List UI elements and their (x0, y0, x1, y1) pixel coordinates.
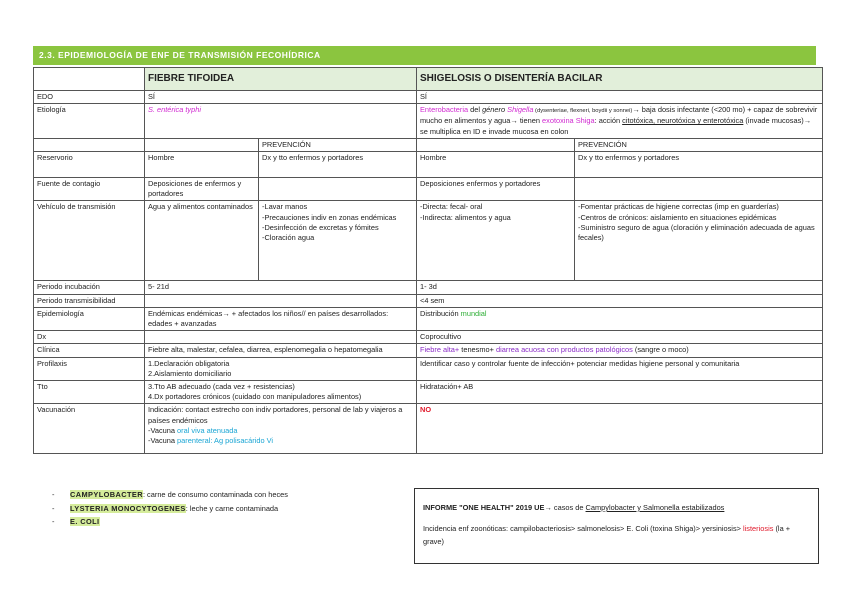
row-label: Reservorio (34, 152, 145, 178)
cell-shigelosis: SÍ (417, 91, 823, 104)
cell-tifoidea (145, 404, 417, 454)
text-indicacion: Indicación: contact estrecho con indiv portadores, personal de lab y viajeros a países endémicos (148, 405, 403, 425)
informe-title-main: INFORME "ONE HEALTH" 2019 UE (423, 503, 545, 512)
text-segment: -Vacuna (148, 425, 178, 435)
text-segment: tenesmo+ (459, 345, 497, 355)
list-item: -Indirecta: alimentos y agua (420, 212, 511, 222)
list-item: -Directa: fecal- oral (420, 202, 483, 212)
text-shigella: Shigella (507, 105, 534, 115)
text-segment: género (482, 105, 508, 115)
cell-shigelosis (417, 307, 823, 330)
cell-tifoidea-prevencion (259, 201, 417, 281)
pathogen-name: CAMPYLOBACTER (70, 490, 143, 499)
cell-tifoidea (145, 294, 417, 307)
table-row-prevencion-header (34, 138, 823, 151)
empty-cell (575, 178, 823, 201)
table-row-reservorio (34, 152, 823, 178)
row-label: Dx (34, 331, 145, 344)
row-label: Tto (34, 381, 145, 404)
cell-shigelosis (417, 344, 823, 357)
row-label: EDO (34, 91, 145, 104)
text-segment: del (468, 105, 483, 115)
table-row-etiologia (34, 104, 823, 139)
cell-tifoidea: Fiebre alta, malestar, cefalea, diarrea, esplenomegalia o hepatomegalia (145, 344, 417, 357)
cell-tifoidea (145, 331, 417, 344)
row-label: Etiología (34, 104, 145, 139)
table-row-epidemiologia (34, 307, 823, 330)
cell-shigelosis (417, 404, 823, 454)
cell-shigelosis: Hidratación+ AB (417, 381, 823, 404)
section-title: 2.3. EPIDEMIOLOGÍA DE ENF DE TRANSMISIÓN FECOHÍDRICA (33, 46, 816, 65)
text-diarrea: diarrea acuosa con productos patológicos (496, 345, 633, 355)
text-segment: Distribución (420, 308, 461, 318)
table-row-incubacion (34, 281, 823, 294)
text-action: citotóxica, neurotóxica y enterotóxica (622, 116, 744, 126)
row-label: Periodo incubación (34, 281, 145, 294)
cell-shigelosis: 1- 3d (417, 281, 823, 294)
cell-shigelosis-prevencion (575, 201, 823, 281)
cell-shigelosis: Coprocultivo (417, 331, 823, 344)
text-segment: : acción (594, 116, 623, 126)
pathogen-desc: : leche y carne contaminada (185, 503, 279, 513)
list-item: -Lavar manos (262, 202, 308, 212)
cell-tifoidea: Hombre (145, 152, 259, 178)
text-segment: Incidencia enf zoonóticas: campilobacteriosis> salmonelosis> E. Coli (toxina Shiga)> yersiniosis> (423, 524, 744, 533)
table-row-edo (34, 91, 823, 104)
empty-cell (417, 138, 575, 151)
cell-tifoidea: SÍ (145, 91, 417, 104)
cell-tifoidea-prevencion: Dx y tto enfermos y portadores (259, 152, 417, 178)
list-item (52, 515, 382, 529)
list-item: 2.Aislamiento domiciliario (148, 368, 232, 378)
list-item (148, 436, 413, 446)
table-row-tto (34, 381, 823, 404)
table-row-transmisibilidad (34, 294, 823, 307)
list-item: -Desinfección de excretas y fómites (262, 222, 379, 232)
row-label: Fuente de contagio (34, 178, 145, 201)
cell-tifoidea: Deposiciones de enfermos y portadores (145, 178, 259, 201)
table-row-dx (34, 331, 823, 344)
informe-title (423, 501, 810, 514)
cell-shigelosis: Hombre (417, 152, 575, 178)
row-label: Epidemiología (34, 307, 145, 330)
empty-cell (145, 138, 259, 151)
cell-shigelosis (417, 104, 823, 139)
row-label: Vehículo de transmisión (34, 201, 145, 281)
pathogen-desc: : carne de consumo contaminada con heces (142, 490, 288, 499)
informe-body (423, 522, 810, 548)
list-item: -Fomentar prácticas de higiene correctas (imp en guarderías) (578, 202, 779, 212)
text-no: NO (420, 405, 432, 415)
header-shigelosis: SHIGELOSIS O DISENTERÍA BACILAR (417, 68, 823, 91)
text-species: (dysenteriae, flexneri, boydii y sonnei) (533, 108, 633, 115)
cell-shigelosis: <4 sem (417, 294, 823, 307)
cell-tifoidea (145, 104, 417, 139)
list-item: 1.Declaración obligatoria (148, 358, 230, 368)
list-item (148, 426, 413, 436)
informe-box (414, 488, 819, 564)
text-segment: (invade mucosas)→ se multiplica en ID e invade mucosa en colon (420, 116, 812, 136)
row-label: Vacunación (34, 404, 145, 454)
cell-tifoidea: 5- 21d (145, 281, 417, 294)
cell-tifoidea: Agua y alimentos contaminados (145, 201, 259, 281)
prevencion-label-tifoidea: PREVENCIÓN (259, 138, 417, 151)
table-row-profilaxis (34, 357, 823, 380)
epidemiology-table (33, 67, 823, 454)
list-item: -Suministro seguro de agua (cloración y eliminación adecuada de aguas fecales) (578, 222, 815, 243)
pathogen-name: E. COLI (70, 517, 100, 526)
empty-cell (259, 178, 417, 201)
pathogen-name: S. entérica typhi (148, 105, 201, 115)
list-item: 3.Tto AB adecuado (cada vez + resistencias) (148, 382, 295, 392)
text-parenteral: parenteral: Ag polisacárido Vi (177, 436, 274, 446)
row-label: Clínica (34, 344, 145, 357)
header-blank-cell (34, 68, 145, 91)
bullet-dash: - (52, 503, 55, 513)
cell-tifoidea (145, 381, 417, 404)
informe-title-underline: Campylobacter y Salmonella estabilizados (585, 503, 725, 512)
text-segment: -Vacuna (148, 436, 178, 446)
cell-shigelosis-prevencion: Dx y tto enfermos y portadores (575, 152, 823, 178)
text-segment: (sangre o moco) (632, 345, 689, 355)
text-segment: (la + grave) (423, 524, 791, 546)
text-mundial: mundial (460, 308, 487, 318)
prevencion-label-shigelosis: PREVENCIÓN (575, 138, 823, 151)
cell-tifoidea (145, 357, 417, 380)
text-segment: → baja dosis infectante (<200 mo) + capaz de sobrevivir mucho en alimentos y agua→ tienen (420, 105, 818, 126)
text-segment: → casos de (544, 503, 586, 512)
table-row-vehiculo (34, 201, 823, 281)
list-item: 4.Dx portadores crónicos (cuidado con manipuladores alimentos) (148, 392, 362, 402)
bullet-dash: - (52, 517, 55, 526)
text-listeriosis: listeriosis (743, 524, 774, 533)
empty-cell (34, 138, 145, 151)
header-fiebre-tifoidea: FIEBRE TIFOIDEA (145, 68, 417, 91)
list-item: -Precauciones indiv en zonas endémicas (262, 212, 397, 222)
list-item: -Cloración agua (262, 233, 315, 243)
pathogen-list (52, 488, 382, 529)
text-exotoxina: exotoxina Shiga (542, 116, 595, 126)
cell-shigelosis: Deposiciones enfermos y portadores (417, 178, 575, 201)
table-row-fuente (34, 178, 823, 201)
list-item (52, 488, 382, 502)
pathogen-name: LYSTERIA MONOCYTOGENES (70, 503, 186, 513)
cell-shigelosis: Identificar caso y controlar fuente de infección+ potenciar medidas higiene personal y comunitaria (417, 357, 823, 380)
table-row-clinica (34, 344, 823, 357)
cell-shigelosis (417, 201, 575, 281)
row-label: Periodo transmisibilidad (34, 294, 145, 307)
table-row-vacunacion (34, 404, 823, 454)
cell-tifoidea: Endémicas endémicas→ + afectados los niños// en países desarrollados: edades + avanzadas (145, 307, 417, 330)
bullet-dash: - (52, 490, 55, 499)
list-item (52, 502, 382, 516)
text-fiebre: Fiebre alta+ (420, 345, 460, 355)
text-oral: oral viva atenuada (177, 425, 238, 435)
list-item: -Centros de crónicos: aislamiento en situaciones epidémicas (578, 212, 777, 222)
text-enterobacteria: Enterobacteria (420, 105, 469, 115)
table-header-row (34, 68, 823, 91)
row-label: Profilaxis (34, 357, 145, 380)
